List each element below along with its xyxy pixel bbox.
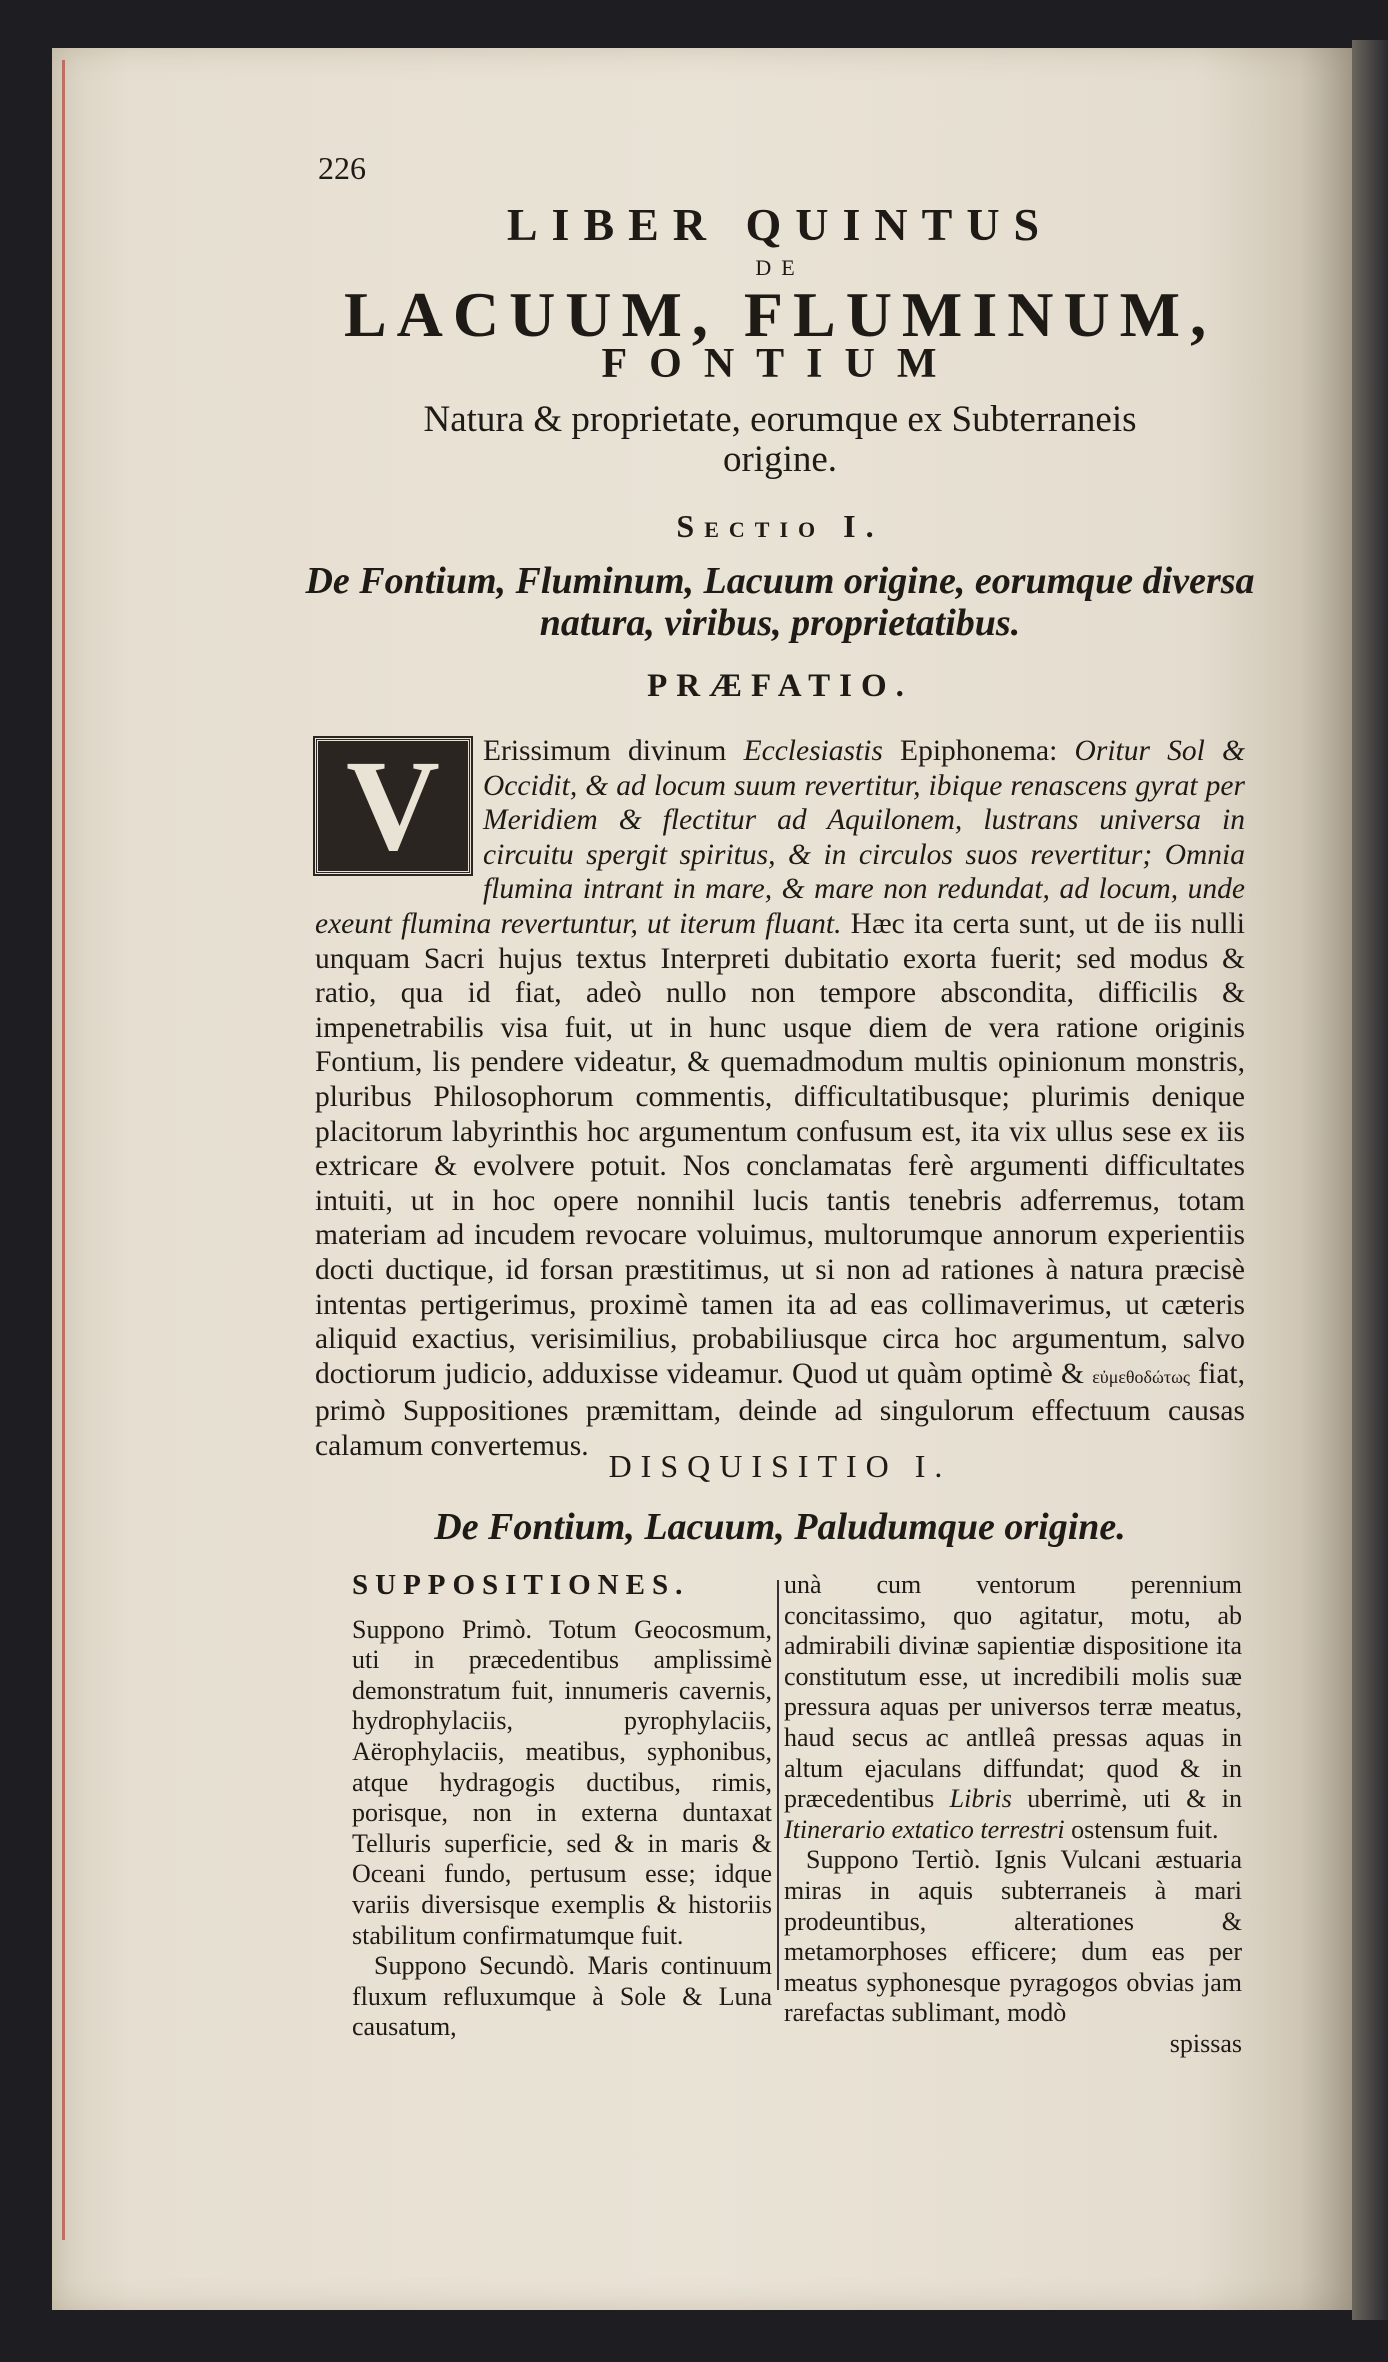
section-heading: [300, 560, 1260, 644]
praefatio-body: [315, 734, 1245, 1463]
greek-word: εὐμεθοδώτως: [1092, 1366, 1191, 1387]
intro-italic: Ecclesiastis: [743, 735, 883, 767]
book-fore-edge: [1352, 40, 1388, 2320]
praefatio-text-end: fiat, primò Suppositiones præmittam, deinde ad singulorum effectuum causas calamum convertemus.: [315, 1357, 1245, 1462]
supposition-2: Suppono Secundò. Maris continuum fluxum refluxumque à Sole & Luna causatum,: [352, 1951, 772, 2042]
section-heading-line-1: De Fontium, Fluminum, Lacuum origine, eorumque diversa: [305, 560, 1255, 602]
intro-text: Erissimum divinum: [483, 735, 744, 767]
praefatio-heading: PRÆFATIO.: [647, 668, 913, 704]
text: uberrimè, uti & in: [1011, 1784, 1242, 1814]
title-main: LACUUM, FLUMINUM,: [343, 279, 1217, 350]
subtitle-line-1: Natura & proprietate, eorumque ex Subterraneis: [423, 399, 1137, 440]
right-column: [784, 1570, 1242, 2060]
supposition-3: Suppono Tertiò. Ignis Vulcani æstuaria miras in aquis subterraneis à mari prodeuntibus, alterationes & metamorphoses efficere; dum eas per meatus syphonesque pyragogos obvias jam rarefactas sublimant, modò: [784, 1845, 1242, 2028]
section-label: Sectio I.: [676, 508, 884, 544]
page-number: 226: [318, 150, 366, 186]
disquisitio-heading: De Fontium, Lacuum, Paludumque origine.: [434, 1506, 1126, 1548]
column-rule: [777, 1580, 779, 1990]
supposition-2-continued: [784, 1570, 1242, 1845]
subtitle-line-2: origine.: [722, 439, 838, 480]
suppositiones-heading: SUPPOSITIONES.: [352, 1569, 690, 1601]
praefatio-text: Hæc ita certa sunt, ut de iis nulli unquam Sacri hujus textus Interpreti dubitatio exorta fuerit; sed modus & ratio, qua id fiat, adeò nullo non tempore abscondita, difficilis & impenetrabilis visa fuit, ut in hunc usque diem de vera ratione originis Fontium, lis pendere videatur, & quemadmodum multis opinionum monstris, pluribus Philosophorum commentis, difficultatibusque; plurimis denique placitorum labyrinthis hoc argumentum confusum est, ita vix ullus sese ex iis extricare & evolvere potuit. Nos conclamatas ferè argumenti difficultates intuiti, ut in hoc opere nonnihil lucis tantis tenebris adferremus, totam materiam ad incudem revocare voluimus, multorumque annorum experientiis docti ductique, id forsan præstitimus, ut si non ad rationes à natura præcisè intentas pertigerimus, proximè tamen ita ad eas collimaverimus, ut cæteris aliquid exactius, verisimilius, probabiliusque circa hoc argumentum, salvo doctiorum judicio, adduxisse videamur. Quod ut quàm optimè &: [315, 907, 1246, 1390]
supposition-1: Suppono Primò. Totum Geocosmum, uti in præcedentibus amplissimè demonstratum fuit, innumeris cavernis, hydrophylaciis, pyrophylaciis, Aërophylaciis, meatibus, syphonibus, atque hydragogis ductibus, rimis, porisque, non in externa duntaxat Telluris superficie, sed & in maris & Oceani fundo, pertusum esse; idque variis diversisque exemplis & historiis stabilitum confirmatumque fuit.: [352, 1614, 772, 1950]
left-column: [352, 1570, 772, 2043]
title-de: DE: [755, 255, 805, 280]
title-liber: LIBER QUINTUS: [506, 199, 1054, 250]
italic-itinerario: Itinerario extatico terrestri: [784, 1814, 1065, 1844]
scripture-quote: Oritur Sol & Occidit, & ad locum suum revertitur, ibique renascens gyrat per Meridiem & flectitur ad Aquilonem, lustrans universa in circuitu spergit spiritus, & in circulos suos revertitur; Omnia flumina intrant in mare, & mare non redundat, ad locum, unde exeunt flumina revertuntur, ut iterum fluant.: [315, 735, 1245, 940]
section-heading-line-2: natura, viribus, proprietatibus.: [539, 602, 1021, 644]
text: unà cum ventorum perennium concitassimo, quo agitatur, motu, ab admirabili divinæ sapientiæ dispositione ita constitutum esse, ut incredibili molis suæ pressura aquas per universos terræ meatus, haud secus ac antlleâ pressas aquas in altum ejaculans diffundat; quod & in præcedentibus: [784, 1570, 1242, 1814]
title-fontium: FONTIUM: [601, 341, 959, 387]
page-edge-line: [62, 60, 65, 2240]
disquisitio-label: DISQUISITIO I.: [608, 1448, 952, 1484]
catchword: spissas: [1169, 2028, 1242, 2058]
italic-libris: Libris: [949, 1784, 1012, 1814]
text: ostensum fuit.: [1064, 1814, 1219, 1844]
intro-text-2: Epiphonema:: [882, 735, 1075, 767]
subtitle: [300, 400, 1260, 480]
ornamental-initial: V: [315, 738, 471, 874]
